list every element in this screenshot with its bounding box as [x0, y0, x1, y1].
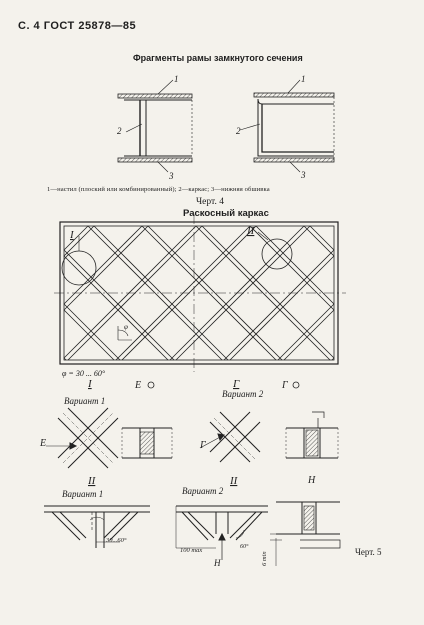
variant-2-label-top: Вариант 2	[222, 389, 264, 399]
view-label-I: I	[88, 378, 92, 390]
lattice-member-line	[310, 226, 334, 250]
lattice-member-line	[64, 226, 148, 310]
node-I-variant-2-cross	[200, 412, 260, 462]
arrow-label-H: H	[214, 558, 221, 568]
lattice-member-line	[284, 310, 334, 360]
lattice-member-line	[64, 226, 88, 250]
node-I-variant-1-cross	[46, 408, 118, 468]
figure-4-legend: 1—настил (плоский или комбинированный); 2—каркас; 3—нижняя обшивка	[47, 186, 270, 193]
lattice-member-line	[256, 226, 334, 304]
figure-4-title: Фрагменты рамы замкнутого сечения	[133, 53, 303, 63]
lattice-member-line	[230, 256, 334, 360]
dimension-angle: 60°	[240, 544, 249, 550]
figure-5-caption: Черт. 5	[355, 547, 382, 557]
lattice-member-line	[224, 250, 334, 360]
lattice-member-line	[64, 226, 196, 358]
view-label-G-1: Г	[233, 378, 240, 390]
lattice-member-line	[64, 304, 120, 360]
node-label-I: I	[70, 229, 74, 241]
view-label-II-1: II	[88, 475, 96, 487]
figure-4-caption: Черт. 4	[196, 197, 224, 207]
section-view-G	[286, 412, 338, 458]
node-label-II: II	[247, 225, 255, 237]
dimension-min-height: 6 min	[261, 551, 268, 566]
diagonal-frame	[54, 214, 346, 372]
page-header: С. 4 ГОСТ 25878—85	[18, 20, 137, 32]
variant-1-label-bottom: Вариант 1	[62, 489, 104, 499]
view-label-II-2: II	[230, 475, 238, 487]
section-view-E	[122, 428, 172, 458]
arrow-label-E: E	[40, 438, 47, 449]
angle-phi-label: φ	[124, 323, 128, 331]
variant-1-label-top: Вариант 1	[64, 396, 106, 406]
dimension-max-length: 100 max	[180, 547, 203, 554]
callout-3-right: 3	[301, 170, 306, 180]
section-view-H	[270, 502, 340, 566]
lattice-member-line	[250, 226, 334, 310]
lattice-member-line	[202, 226, 334, 358]
view-label-E: E	[135, 380, 142, 391]
arrow-label-G: Г	[200, 440, 206, 451]
callout-1-right: 1	[301, 74, 306, 84]
callout-3-left: 3	[169, 171, 174, 181]
lattice-member-line	[64, 250, 174, 360]
node-II-variant-1	[44, 506, 150, 548]
angle-range-formula: φ = 30 ... 60°	[62, 369, 106, 378]
lattice-member-line	[278, 304, 334, 360]
frame-fragment-left	[118, 80, 192, 172]
lattice-member-line	[304, 226, 334, 256]
lattice-member-line	[64, 226, 142, 304]
callout-2-left: 2	[117, 126, 122, 136]
lattice-member-line	[64, 310, 114, 360]
callout-1-left: 1	[174, 74, 179, 84]
view-label-G-2: Г	[282, 380, 288, 391]
callout-2-right: 2	[236, 126, 241, 136]
frame-fragment-right	[240, 80, 334, 172]
figure-5-title: Раскосный каркас	[183, 208, 269, 219]
variant-2-label-bottom: Вариант 2	[182, 486, 224, 496]
dimension-slope-angle: 30...60°	[106, 537, 127, 544]
lattice-member-line	[64, 256, 168, 360]
view-label-H: H	[308, 475, 316, 486]
